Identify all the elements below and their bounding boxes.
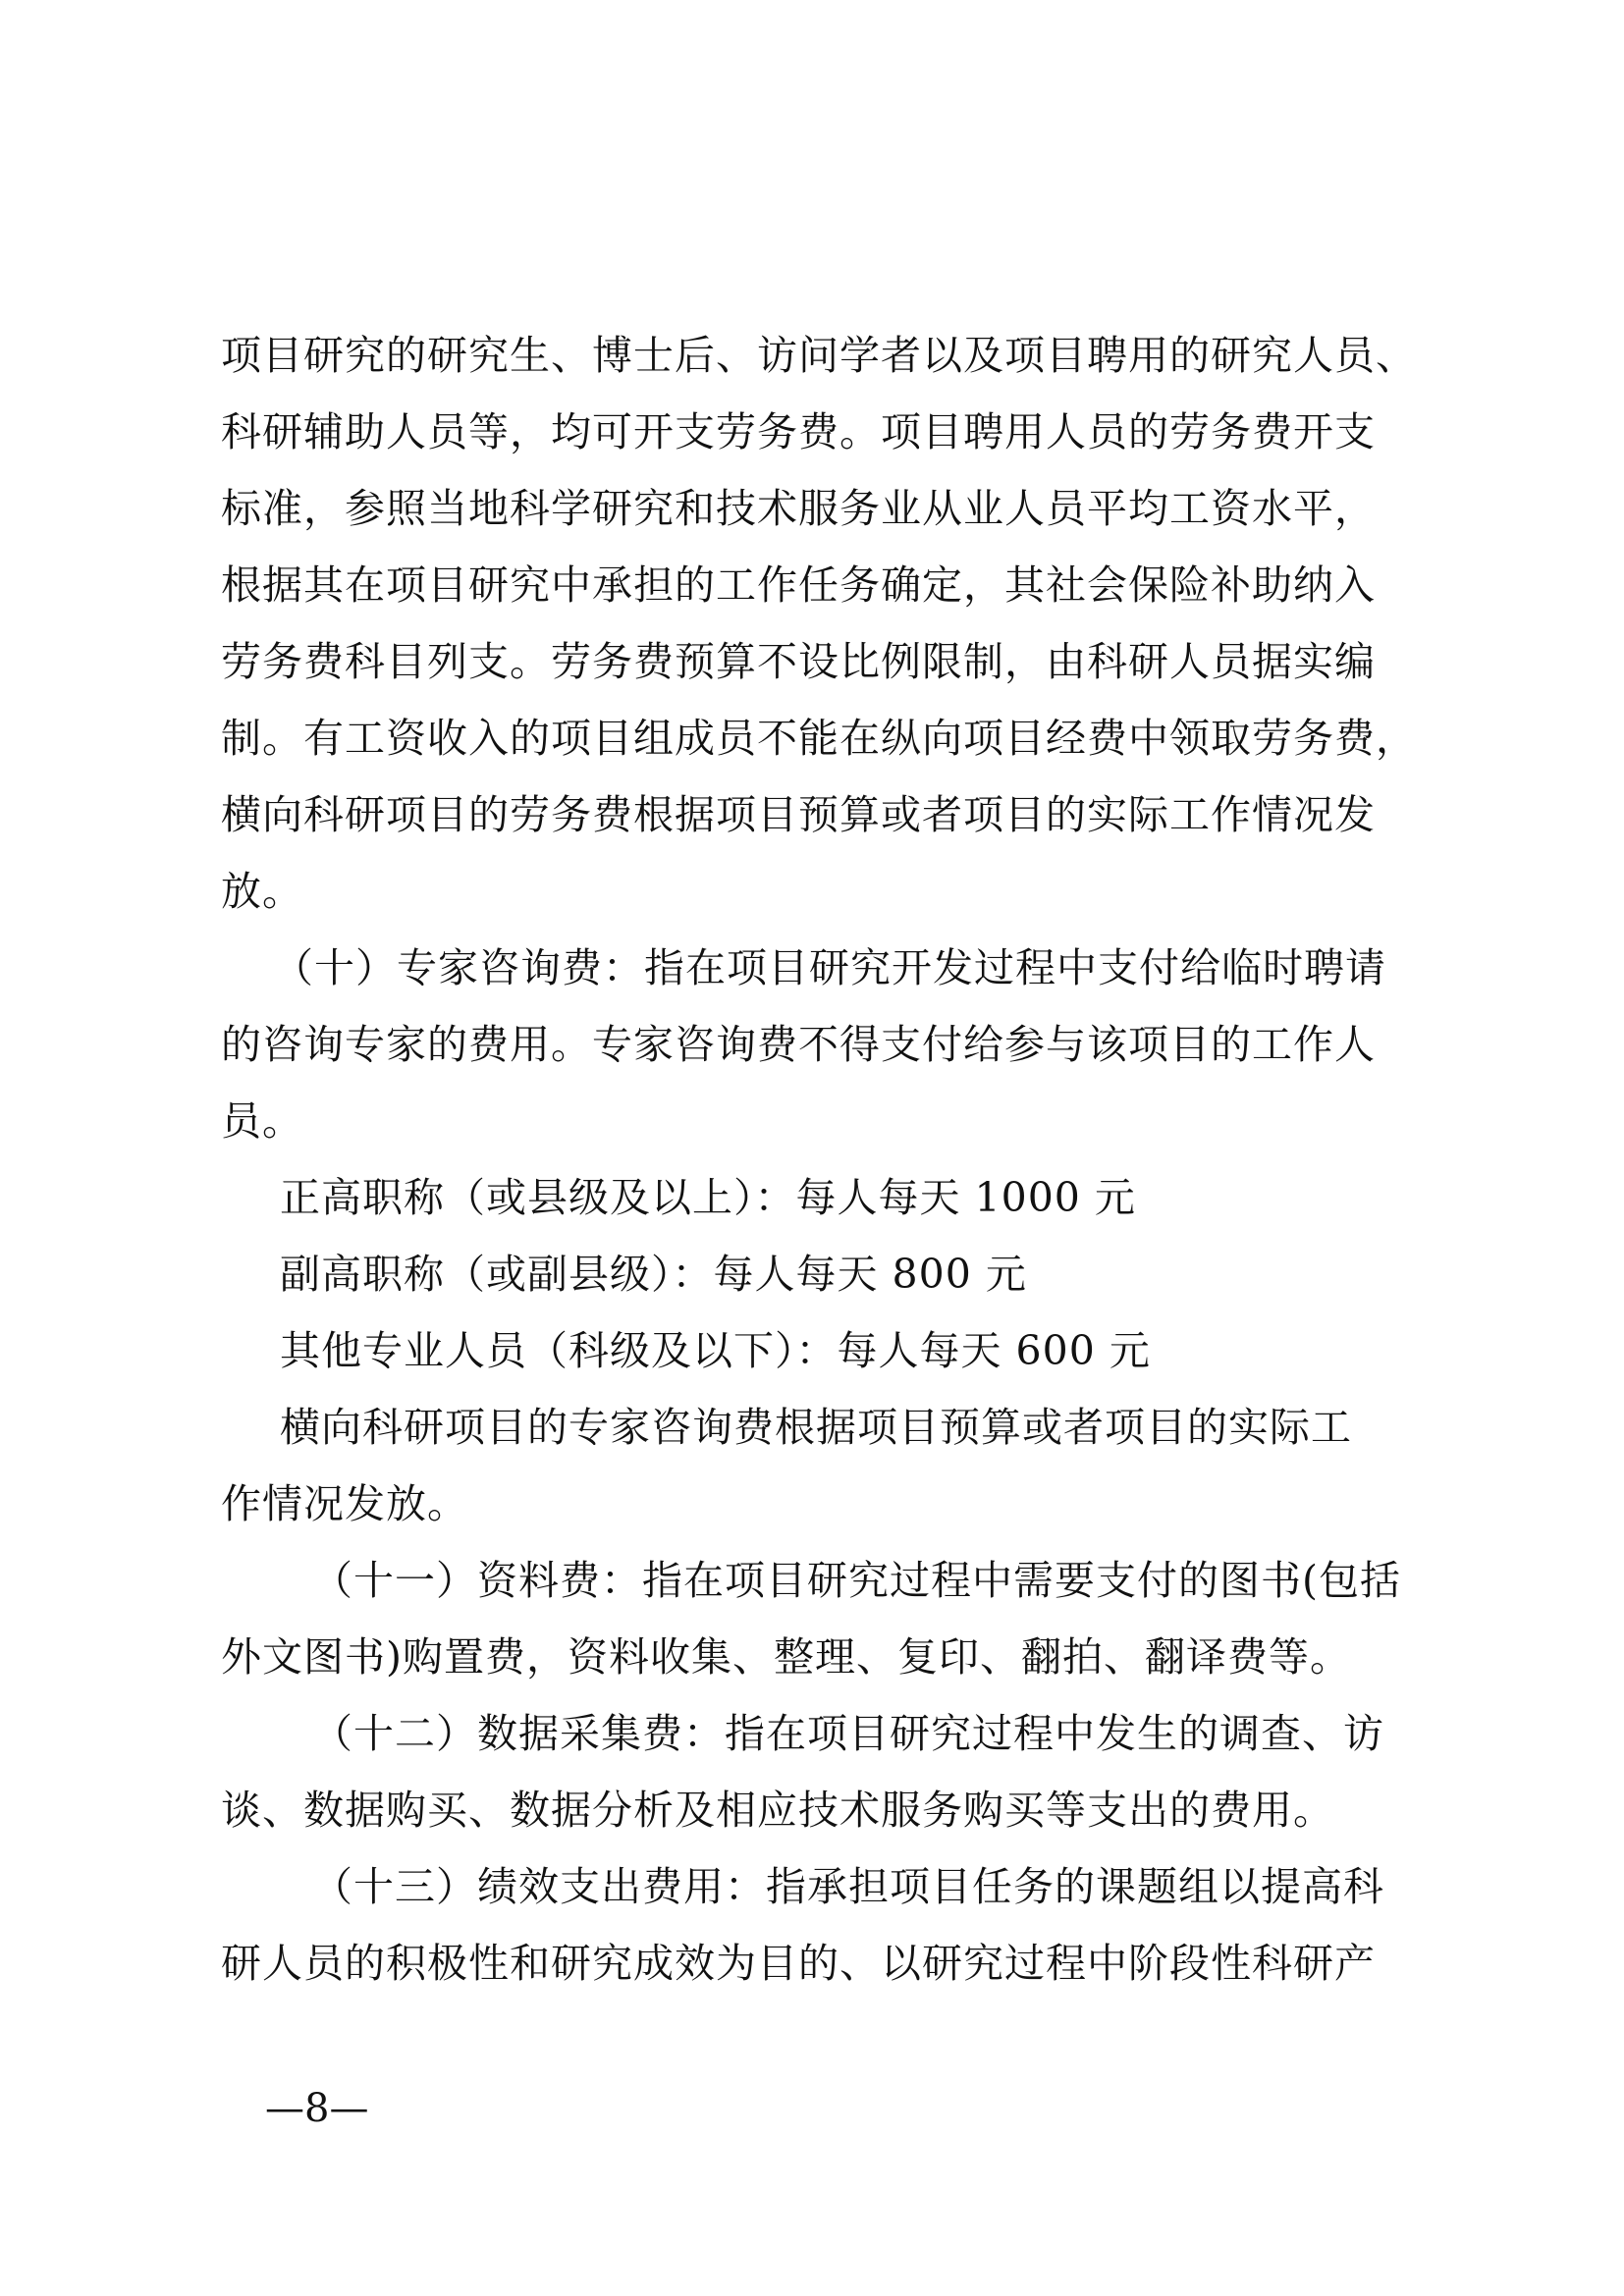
fee-rate-line: 正高职称（或县级及以上）：每人每天 1000 元 xyxy=(280,1174,1136,1221)
body-line: 科研辅助人员等，均可开支劳务费。项目聘用人员的劳务费开支 xyxy=(221,408,1376,455)
section-heading-line: （十）专家咨询费：指在项目研究开发过程中支付给临时聘请 xyxy=(273,944,1386,991)
body-line: 放。 xyxy=(221,868,303,915)
section-heading-line: （十三）绩效支出费用：指承担项目任务的课题组以提高科 xyxy=(312,1863,1384,1910)
fee-rate-line: 其他专业人员（科级及以下）：每人每天 600 元 xyxy=(280,1327,1151,1374)
body-line: 项目研究的研究生、博士后、访问学者以及项目聘用的研究人员、 xyxy=(221,332,1417,379)
body-line: 根据其在项目研究中承担的工作任务确定，其社会保险补助纳入 xyxy=(221,561,1376,609)
section-heading-line: （十一）资料费：指在项目研究过程中需要支付的图书(包括 xyxy=(312,1557,1401,1604)
body-line: 研人员的积极性和研究成效为目的、以研究过程中阶段性科研产 xyxy=(221,1940,1376,1987)
body-line: 作情况发放。 xyxy=(221,1480,468,1527)
body-line: 制。有工资收入的项目组成员不能在纵向项目经费中领取劳务费， xyxy=(221,715,1417,762)
fee-rate-line: 副高职称（或副县级）：每人每天 800 元 xyxy=(280,1251,1027,1298)
body-line: 劳务费科目列支。劳务费预算不设比例限制，由科研人员据实编 xyxy=(221,638,1376,685)
body-line: 横向科研项目的专家咨询费根据项目预算或者项目的实际工 xyxy=(280,1404,1352,1451)
body-line: 员。 xyxy=(221,1097,303,1145)
section-heading-line: （十二）数据采集费：指在项目研究过程中发生的调查、访 xyxy=(312,1710,1384,1757)
body-line: 的咨询专家的费用。专家咨询费不得支付给参与该项目的工作人 xyxy=(221,1021,1376,1068)
body-line: 谈、数据购买、数据分析及相应技术服务购买等支出的费用。 xyxy=(221,1787,1334,1834)
page-number: —8— xyxy=(265,2086,369,2131)
body-line: 横向科研项目的劳务费根据项目预算或者项目的实际工作情况发 xyxy=(221,791,1376,838)
body-line: 外文图书)购置费，资料收集、整理、复印、翻拍、翻译费等。 xyxy=(221,1633,1351,1681)
body-line: 标准，参照当地科学研究和技术服务业从业人员平均工资水平， xyxy=(221,485,1376,532)
